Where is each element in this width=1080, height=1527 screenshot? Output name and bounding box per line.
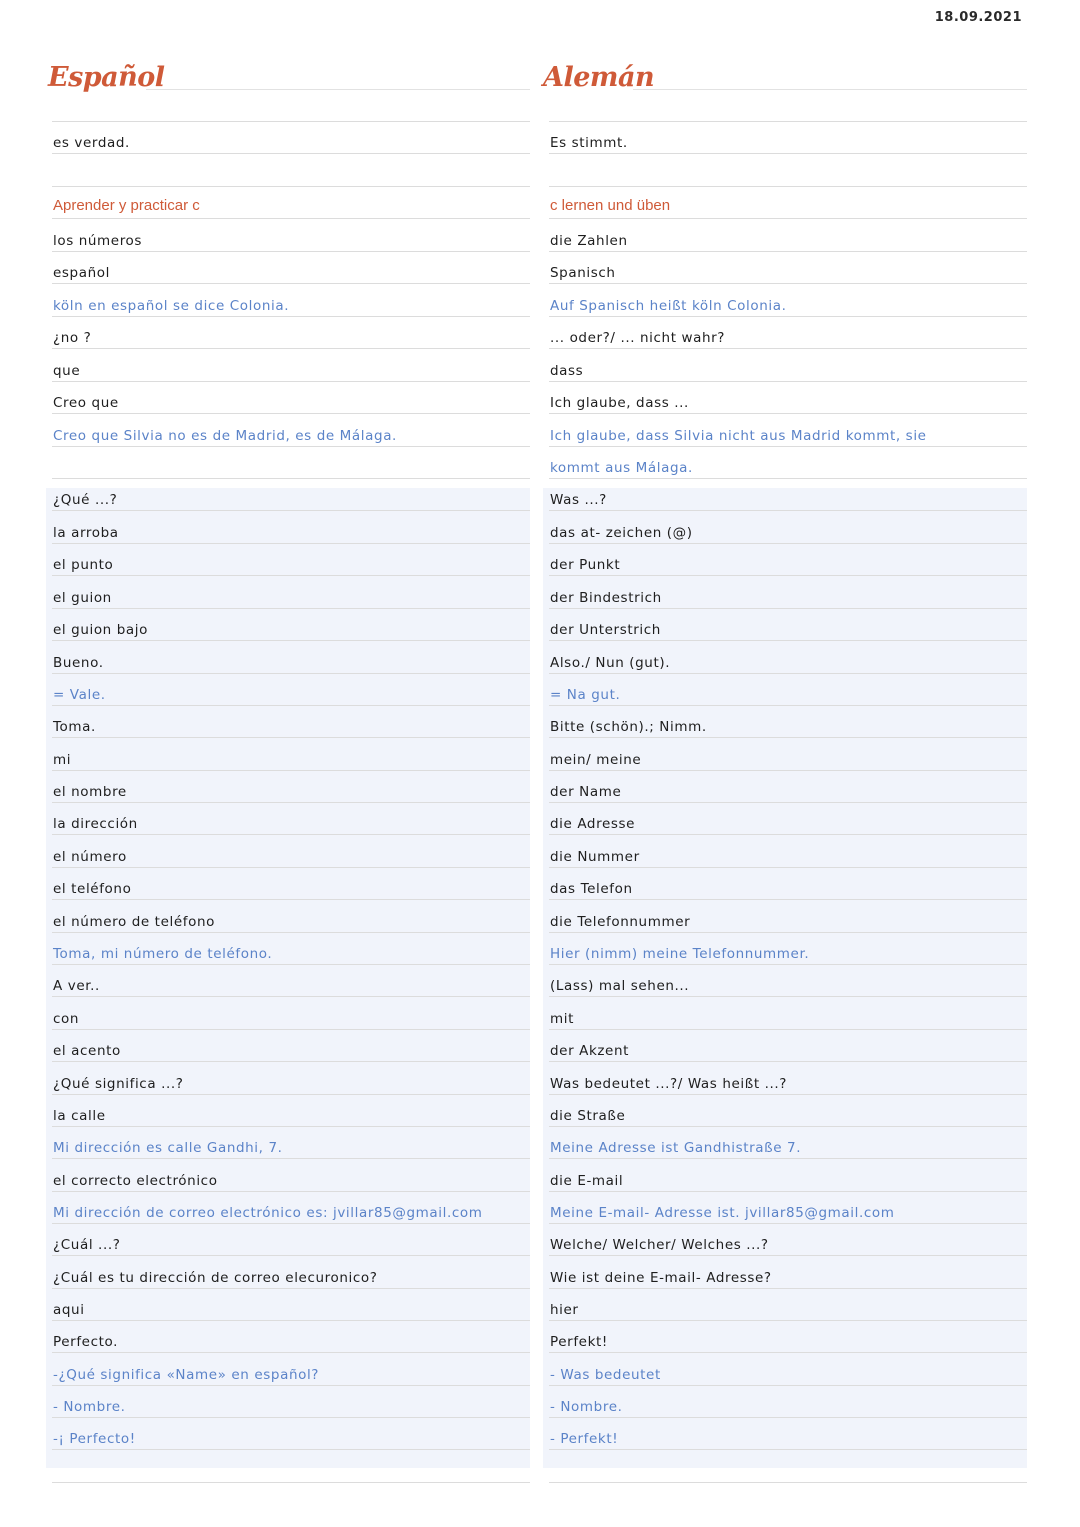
rule-line-right (549, 640, 1027, 641)
spanish-term: que (53, 363, 81, 379)
rule-line-left (52, 413, 530, 414)
spanish-term: Toma, mi número de teléfono. (53, 946, 273, 962)
spanish-term: A ver.. (53, 978, 100, 994)
german-term: Also./ Nun (gut). (550, 655, 671, 671)
spanish-term: - Nombre. (53, 1399, 126, 1415)
rule-line-right (549, 446, 1027, 447)
rule-line-left (52, 1126, 530, 1127)
rule-line-right (549, 1094, 1027, 1095)
spanish-term: -¿Qué significa «Name» en español? (53, 1367, 320, 1383)
german-term: ... oder?/ ... nicht wahr? (550, 330, 726, 346)
rule-line-left (52, 834, 530, 835)
spanish-term: aqui (53, 1302, 85, 1318)
spanish-term: la arroba (53, 525, 119, 541)
spanish-term: el correcto electrónico (53, 1173, 218, 1189)
german-term: dass (550, 363, 584, 379)
spanish-term: los números (53, 233, 143, 249)
german-term: Es stimmt. (550, 135, 628, 151)
german-term: Auf Spanisch heißt köln Colonia. (550, 298, 787, 314)
rule-line-left (52, 316, 530, 317)
spanish-term: ¿no ? (53, 330, 92, 346)
rule-line-left (52, 1223, 530, 1224)
german-term: das at- zeichen (@) (550, 525, 693, 541)
spanish-term: el punto (53, 557, 114, 573)
rule-line-left (52, 1385, 530, 1386)
german-term: die Zahlen (550, 233, 628, 249)
german-term: Meine E-mail- Adresse ist. jvillar85@gmail.com (550, 1205, 895, 1221)
heading-german: Alemán (543, 62, 655, 93)
rule-line-left (52, 1255, 530, 1256)
spanish-term: Toma. (53, 719, 96, 735)
rule-line-left (52, 1352, 530, 1353)
spanish-term: el teléfono (53, 881, 132, 897)
rule-line-right (549, 186, 1027, 187)
rule-line-right (549, 996, 1027, 997)
heading-underline-left (146, 89, 530, 90)
rule-line-right (549, 543, 1027, 544)
german-term: die Straße (550, 1108, 626, 1124)
rule-line-right (549, 1223, 1027, 1224)
spanish-term: el número de teléfono (53, 914, 215, 930)
german-term: Perfekt! (550, 1334, 608, 1350)
rule-line-right (549, 575, 1027, 576)
rule-line-left (52, 1029, 530, 1030)
spanish-term: mi (53, 752, 72, 768)
rule-line-left (52, 673, 530, 674)
german-term: Was bedeutet ...?/ Was heißt ...? (550, 1076, 788, 1092)
rule-line-left (52, 1417, 530, 1418)
spanish-term: Bueno. (53, 655, 104, 671)
rule-line-right (549, 218, 1027, 219)
spanish-term: la calle (53, 1108, 106, 1124)
rule-line-right (549, 1417, 1027, 1418)
rule-line-left (52, 1449, 530, 1450)
spanish-term: Aprender y practicar c (53, 197, 200, 214)
german-term: die Nummer (550, 849, 640, 865)
spanish-term: el número (53, 849, 127, 865)
rule-line-right (549, 1255, 1027, 1256)
date-label: 18.09.2021 (934, 10, 1022, 25)
spanish-term: el acento (53, 1043, 121, 1059)
german-term: Welche/ Welcher/ Welches ...? (550, 1237, 769, 1253)
rule-line-right (549, 1320, 1027, 1321)
rule-line-right (549, 1126, 1027, 1127)
rule-line-right (549, 834, 1027, 835)
german-term: - Nombre. (550, 1399, 623, 1415)
rule-line-right (549, 770, 1027, 771)
rule-line-right (549, 1449, 1027, 1450)
spanish-term: es verdad. (53, 135, 130, 151)
rule-line-left (52, 1320, 530, 1321)
rule-line-left (52, 153, 530, 154)
spanish-term: ¿Qué significa ...? (53, 1076, 184, 1092)
german-term: die E-mail (550, 1173, 624, 1189)
spanish-term: el nombre (53, 784, 127, 800)
german-term: Spanisch (550, 265, 616, 281)
rule-line-right (549, 673, 1027, 674)
german-term: Meine Adresse ist Gandhistraße 7. (550, 1140, 802, 1156)
german-term: der Unterstrich (550, 622, 661, 638)
spanish-term: Creo que (53, 395, 119, 411)
rule-line-left (52, 186, 530, 187)
german-term: der Akzent (550, 1043, 630, 1059)
spanish-term: Mi dirección es calle Gandhi, 7. (53, 1140, 283, 1156)
spanish-term: Mi dirección de correo electrónico es: jvillar85@gmail.com (53, 1205, 483, 1221)
german-term: mit (550, 1011, 574, 1027)
rule-line-right (549, 1191, 1027, 1192)
german-term: kommt aus Málaga. (550, 460, 693, 476)
rule-line-right (549, 964, 1027, 965)
rule-line-left (52, 1158, 530, 1159)
rule-line-right (549, 316, 1027, 317)
rule-line-left (52, 1288, 530, 1289)
rule-line-right (549, 478, 1027, 479)
german-term: die Telefonnummer (550, 914, 691, 930)
rule-line-left (52, 932, 530, 933)
german-term: die Adresse (550, 816, 636, 832)
rule-line-right (549, 413, 1027, 414)
rule-line-right (549, 1385, 1027, 1386)
rule-line-right (549, 1061, 1027, 1062)
german-term: Ich glaube, dass Silvia nicht aus Madrid kommt, sie (550, 428, 927, 444)
rule-line-left (52, 867, 530, 868)
rule-line-left (52, 575, 530, 576)
rule-line-left (52, 770, 530, 771)
spanish-term: el guion bajo (53, 622, 148, 638)
german-term: Was ...? (550, 492, 607, 508)
spanish-term: = Vale. (53, 687, 106, 703)
german-term: der Punkt (550, 557, 621, 573)
spanish-term: con (53, 1011, 80, 1027)
rule-line-right (549, 1029, 1027, 1030)
rule-line-right (549, 348, 1027, 349)
rule-line-left (52, 218, 530, 219)
rule-line-left (52, 640, 530, 641)
spanish-term: ¿Cuál ...? (53, 1237, 121, 1253)
rule-line-right (549, 1288, 1027, 1289)
rule-line-right (549, 867, 1027, 868)
rule-line-left (52, 608, 530, 609)
german-term: = Na gut. (550, 687, 621, 703)
rule-line-left (52, 996, 530, 997)
heading-spanish: Español (48, 62, 165, 93)
rule-line-right (549, 899, 1027, 900)
rule-line-left (52, 705, 530, 706)
spanish-term: -¡ Perfecto! (53, 1431, 136, 1447)
heading-underline-right (633, 89, 1027, 90)
rule-line-left (52, 899, 530, 900)
rule-line-right (549, 1352, 1027, 1353)
rule-line-right (549, 283, 1027, 284)
german-term: (Lass) mal sehen... (550, 978, 690, 994)
spanish-term: ¿Qué ...? (53, 492, 118, 508)
rule-line-left (52, 964, 530, 965)
rule-line-left (52, 251, 530, 252)
spanish-term: español (53, 265, 110, 281)
rule-line-left (52, 348, 530, 349)
german-term: mein/ meine (550, 752, 642, 768)
spanish-term: Creo que Silvia no es de Madrid, es de Málaga. (53, 428, 397, 444)
rule-line-left (52, 1061, 530, 1062)
rule-line-left (52, 121, 530, 122)
german-term: der Name (550, 784, 622, 800)
german-term: c lernen und üben (550, 197, 671, 214)
german-term: das Telefon (550, 881, 633, 897)
rule-line-right (549, 705, 1027, 706)
german-term: - Was bedeutet (550, 1367, 661, 1383)
rule-line-left (52, 802, 530, 803)
rule-line-right (549, 251, 1027, 252)
rule-line-left (52, 543, 530, 544)
rule-line-right (549, 608, 1027, 609)
rule-line-left (52, 1094, 530, 1095)
spanish-term: la dirección (53, 816, 138, 832)
rule-line-right (549, 1158, 1027, 1159)
rule-line-right (549, 932, 1027, 933)
rule-line-left (52, 478, 530, 479)
rule-line-left (52, 510, 530, 511)
rule-line-right (549, 153, 1027, 154)
german-term: Ich glaube, dass ... (550, 395, 689, 411)
german-term: Bitte (schön).; Nimm. (550, 719, 707, 735)
rule-line-left (52, 381, 530, 382)
rule-line-right (549, 510, 1027, 511)
spanish-term: Perfecto. (53, 1334, 119, 1350)
german-term: Wie ist deine E-mail- Adresse? (550, 1270, 772, 1286)
rule-line-right (549, 802, 1027, 803)
rule-line-right (549, 1482, 1027, 1483)
spanish-term: ¿Cuál es tu dirección de correo elecuronico? (53, 1270, 378, 1286)
german-term: Hier (nimm) meine Telefonnummer. (550, 946, 810, 962)
german-term: - Perfekt! (550, 1431, 619, 1447)
rule-line-right (549, 381, 1027, 382)
rule-line-left (52, 283, 530, 284)
spanish-term: el guion (53, 590, 112, 606)
german-term: hier (550, 1302, 579, 1318)
german-term: der Bindestrich (550, 590, 662, 606)
rule-line-left (52, 1191, 530, 1192)
rule-line-left (52, 737, 530, 738)
rule-line-left (52, 446, 530, 447)
rule-line-left (52, 1482, 530, 1483)
rule-line-right (549, 737, 1027, 738)
rule-line-right (549, 121, 1027, 122)
spanish-term: köln en español se dice Colonia. (53, 298, 290, 314)
